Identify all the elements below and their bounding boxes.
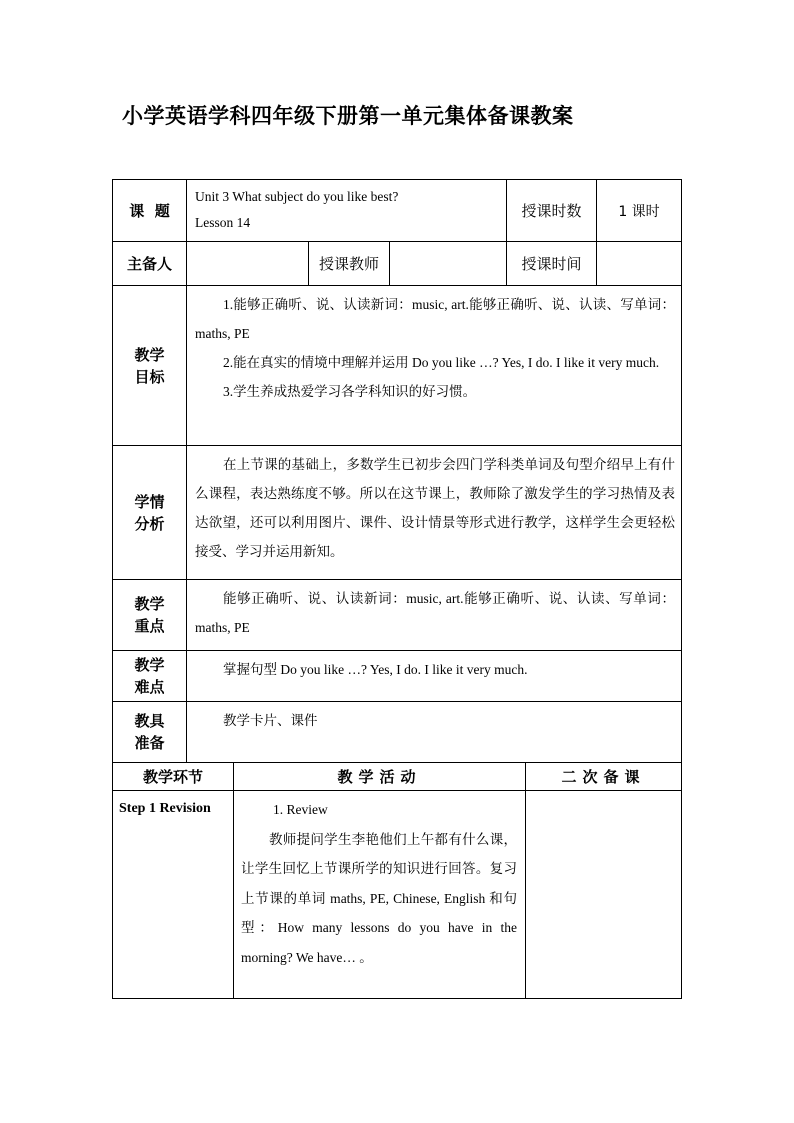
materials-label: 教具 准备 [112, 701, 187, 763]
step-1-activity [233, 790, 526, 999]
date-label: 授课时间 [506, 241, 597, 286]
topic-unit: Unit 3 What subject do you like best? [195, 189, 399, 204]
topic-lesson: Lesson 14 [195, 215, 251, 230]
lead-preparer-value [186, 241, 309, 286]
document-title: 小学英语学科四年级下册第一单元集体备课教案 [122, 104, 574, 128]
step-1-second-prep [525, 790, 682, 999]
lead-preparer-label: 主备人 [112, 241, 187, 286]
goals-label: 教学 目标 [112, 285, 187, 446]
hours-label: 授课时数 [506, 179, 597, 242]
teacher-value [389, 241, 507, 286]
goals-content [186, 285, 682, 446]
goal-1: 1.能够正确听、说、认读新词：music, art.能够正确听、说、认读、写单词：maths, PE [195, 297, 675, 341]
key-points-content [186, 579, 682, 651]
stage-header: 教学环节 [112, 762, 234, 791]
analysis-text: 在上节课的基础上，多数学生已初步会四门学科类单词及句型介绍早上有什么课程，表达熟练度不够。所以在这节课上，教师除了激发学生的学习热情及表达欲望，还可以利用图片、课件、设计情景等形式进行教学，这样学生会更轻松接受、学习并运用新知。 [195, 457, 675, 559]
step-1-item: 1. Review [273, 802, 328, 817]
key-points-text: 能够正确听、说、认读新词：music, art.能够正确听、说、认读、写单词：maths, PE [195, 591, 675, 635]
step-1-name: Step 1 Revision [112, 790, 234, 999]
second-prep-header: 二次备课 [525, 762, 682, 791]
analysis-content [186, 445, 682, 580]
analysis-label: 学情 分析 [112, 445, 187, 580]
difficulty-label: 教学 难点 [112, 650, 187, 702]
topic-value [186, 179, 507, 242]
goal-3: 3.学生养成热爱学习各学科知识的好习惯。 [223, 384, 477, 399]
activity-header: 教学活动 [233, 762, 526, 791]
materials-text: 教学卡片、课件 [223, 713, 318, 728]
materials-content [186, 701, 682, 763]
topic-label: 课 题 [112, 179, 187, 242]
teacher-label: 授课教师 [308, 241, 390, 286]
date-value [596, 241, 682, 286]
difficulty-text: 掌握句型 Do you like …? Yes, I do. I like it very much. [223, 662, 528, 677]
goal-2: 2.能在真实的情境中理解并运用 Do you like …? Yes, I do. I like it very much. [223, 355, 660, 370]
hours-value: 1 课时 [596, 179, 682, 242]
key-points-label: 教学 重点 [112, 579, 187, 651]
step-1-text: 教师提问学生李艳他们上午都有什么课，让学生回忆上节课所学的知识进行回答。复习上节课的单词 maths, PE, Chinese, English 和句型：How many lessons do you have in the morning? We have… 。 [241, 831, 517, 965]
difficulty-content [186, 650, 682, 702]
lesson-plan-table [112, 179, 682, 999]
